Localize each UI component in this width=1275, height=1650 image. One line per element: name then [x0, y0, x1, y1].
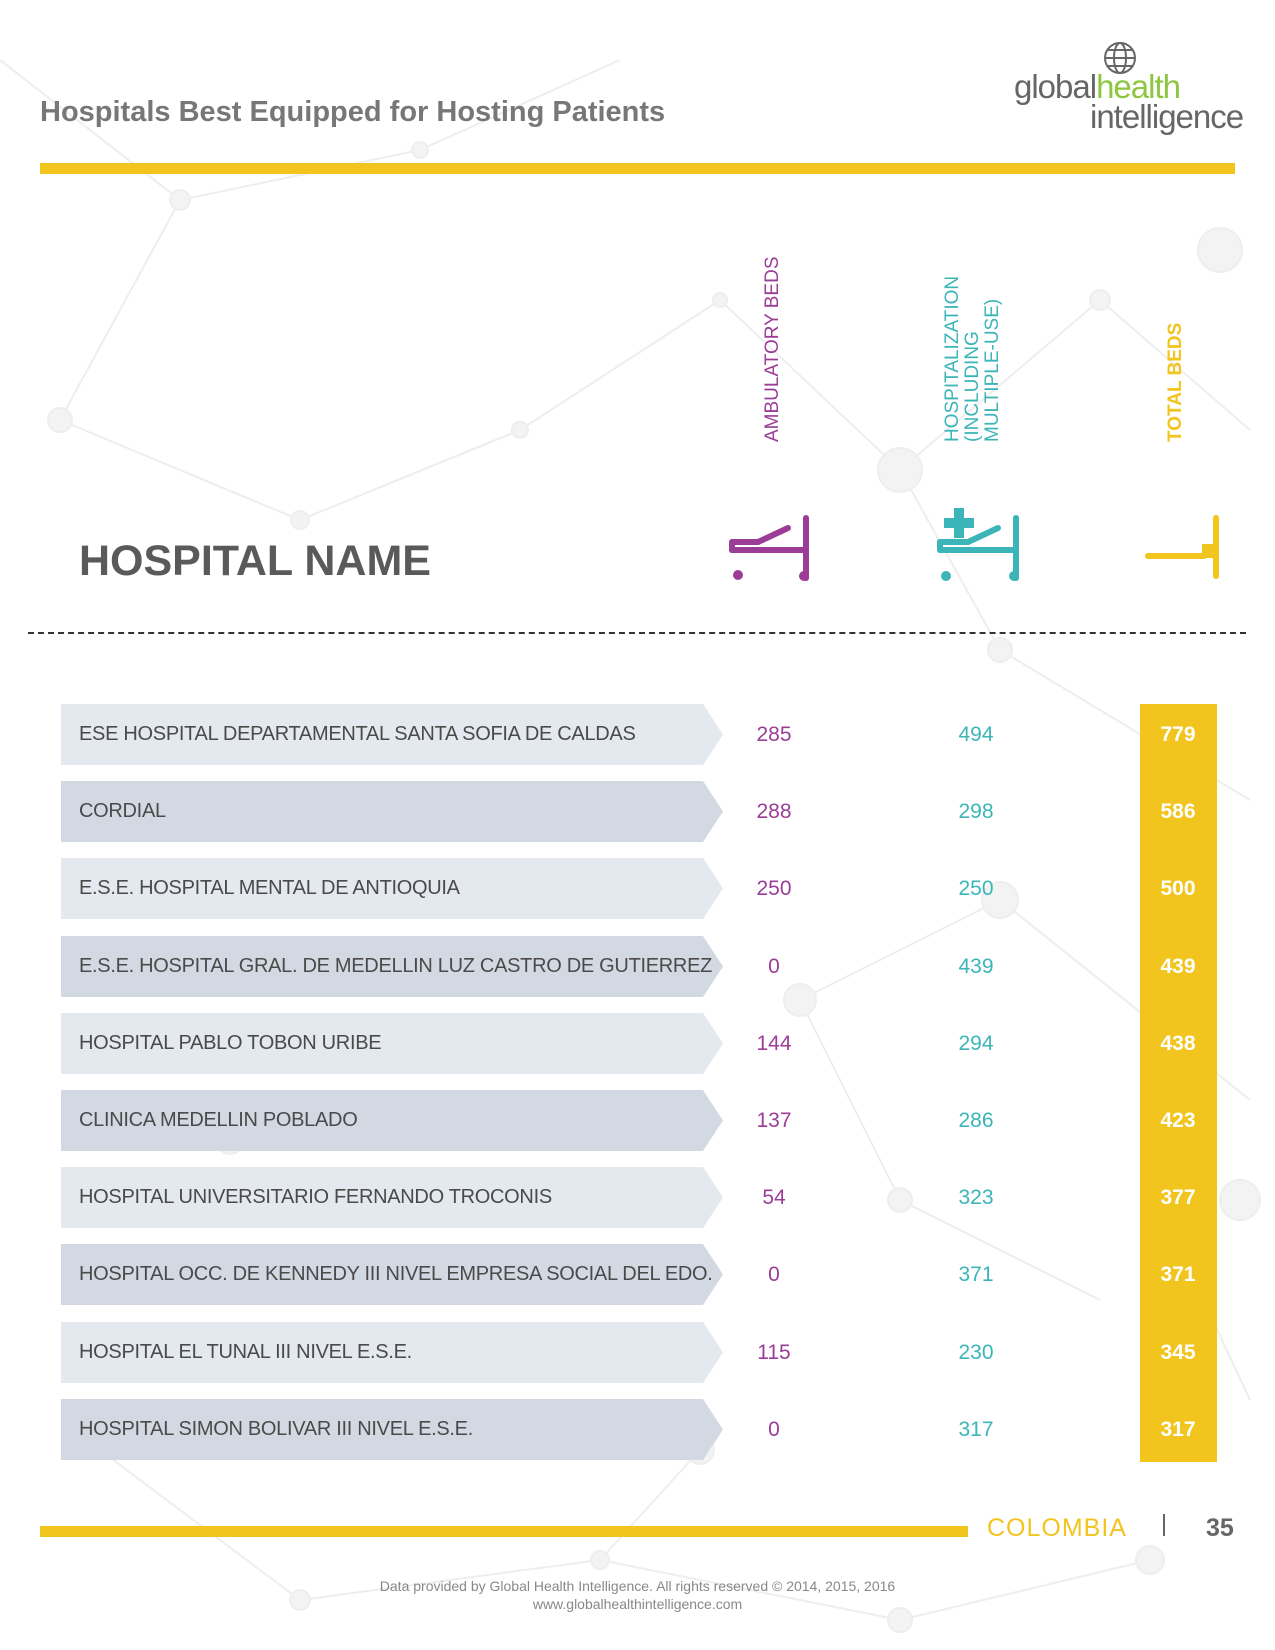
logo-text-bottom: intelligence	[1090, 98, 1244, 135]
total-bed-icon	[1144, 514, 1224, 580]
table-row	[61, 1322, 1261, 1383]
table-row	[61, 1090, 1261, 1151]
total-beds-value: 345	[1160, 1340, 1196, 1364]
ambulatory-beds-value: 0	[768, 954, 780, 978]
footer-rule	[40, 1526, 968, 1537]
table-row	[61, 1399, 1261, 1460]
table-row	[61, 1167, 1261, 1228]
website-url: www.globalhealthintelligence.com	[532, 1596, 743, 1612]
global-health-intelligence-logo	[1010, 38, 1244, 138]
total-beds-value: 439	[1160, 954, 1196, 978]
ambulatory-beds-value: 0	[768, 1263, 780, 1287]
page-number: 35	[1206, 1514, 1234, 1542]
total-beds-value: 377	[1160, 1186, 1196, 1210]
table-row	[61, 858, 1261, 919]
ambulatory-beds-value: 137	[756, 1109, 792, 1132]
column-header-ambulatory: AMBULATORY BEDS	[762, 256, 783, 442]
hospital-name: E.S.E. HOSPITAL GRAL. DE MEDELLIN LUZ CASTRO DE GUTIERREZ	[79, 954, 713, 977]
page-title: Hospitals Best Equipped for Hosting Patients	[40, 96, 666, 128]
total-beds-value: 438	[1160, 1031, 1196, 1055]
total-beds-value: 779	[1160, 723, 1196, 746]
hospitalization-beds-value: 286	[958, 1109, 994, 1132]
total-beds-value: 317	[1160, 1417, 1196, 1441]
hospitalization-beds-value: 250	[958, 877, 994, 901]
ambulatory-bed-icon	[728, 512, 812, 584]
header-dashed-divider	[28, 632, 1246, 634]
hospitalization-beds-value: 230	[958, 1340, 994, 1364]
ambulatory-beds-value: 250	[756, 877, 792, 901]
hospitalization-beds-value: 317	[958, 1417, 994, 1441]
hospital-name: E.S.E. HOSPITAL MENTAL DE ANTIOQUIA	[79, 877, 460, 900]
table-row	[61, 936, 1261, 997]
country-label: COLOMBIA	[987, 1514, 1127, 1542]
table-row	[61, 1244, 1261, 1305]
ambulatory-beds-value: 144	[756, 1031, 792, 1055]
hospitalization-beds-value: 294	[958, 1031, 994, 1055]
column-header-total: TOTAL BEDS	[1165, 322, 1186, 442]
ambulatory-beds-value: 0	[768, 1417, 780, 1441]
ambulatory-beds-value: 288	[756, 800, 792, 824]
column-header-hospitalization: HOSPITALIZATION (INCLUDING MULTIPLE-USE)	[942, 275, 1003, 442]
logo-text-top: globalhealth	[1014, 68, 1180, 105]
table-row	[61, 704, 1261, 765]
credit-text: Data provided by Global Health Intelligence. All rights reserved © 2014, 2015, 2016	[379, 1578, 896, 1594]
hospital-name: HOSPITAL PABLO TOBON URIBE	[79, 1031, 382, 1054]
ambulatory-beds-value: 115	[757, 1340, 791, 1364]
hospitalization-bed-icon	[936, 508, 1022, 584]
hospitalization-beds-value: 494	[958, 723, 994, 746]
ambulatory-beds-value: 54	[762, 1186, 786, 1210]
hospital-name: HOSPITAL UNIVERSITARIO FERNANDO TROCONIS	[79, 1186, 552, 1209]
hospitalization-beds-value: 298	[958, 800, 994, 824]
table-row	[61, 1013, 1261, 1074]
hospital-name: HOSPITAL OCC. DE KENNEDY III NIVEL EMPRESA SOCIAL DEL EDO.	[79, 1263, 713, 1286]
total-beds-value: 371	[1160, 1263, 1196, 1287]
hospital-name-header: HOSPITAL NAME	[79, 537, 431, 585]
hospital-name: HOSPITAL EL TUNAL III NIVEL E.S.E.	[79, 1340, 412, 1363]
hospitalization-beds-value: 323	[958, 1186, 994, 1210]
total-beds-value: 500	[1160, 877, 1196, 901]
total-beds-value: 423	[1160, 1109, 1196, 1132]
hospital-name: CORDIAL	[79, 800, 166, 823]
hospitalization-beds-value: 439	[958, 954, 994, 978]
hospital-name: HOSPITAL SIMON BOLIVAR III NIVEL E.S.E.	[79, 1417, 473, 1440]
header-rule	[40, 163, 1235, 174]
table-row	[61, 781, 1261, 842]
footer-separator	[1163, 1514, 1165, 1536]
hospital-name: ESE HOSPITAL DEPARTAMENTAL SANTA SOFIA DE CALDAS	[79, 723, 636, 745]
total-beds-value: 586	[1160, 800, 1196, 824]
hospital-name: CLINICA MEDELLIN POBLADO	[79, 1109, 358, 1131]
ambulatory-beds-value: 285	[756, 723, 792, 746]
hospitalization-beds-value: 371	[958, 1263, 994, 1287]
footer-credit	[0, 1577, 1275, 1613]
